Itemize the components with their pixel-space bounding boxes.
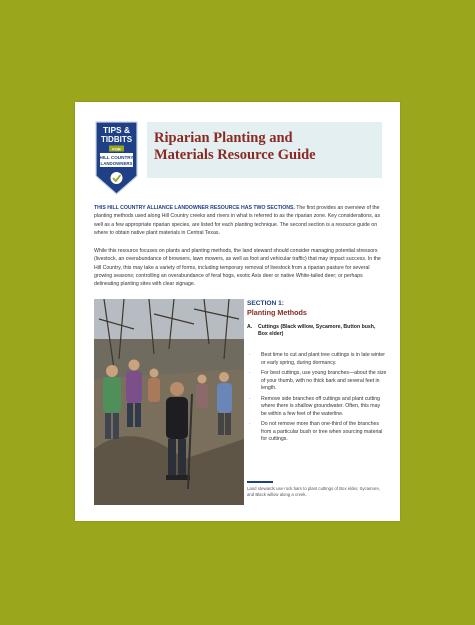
badge-line5: LANDOWNERS: [100, 161, 133, 166]
intro-lead: THIS HILL COUNTRY ALLIANCE LANDOWNER RESOURCE HAS TWO SECTIONS.: [94, 205, 295, 211]
stressors-paragraph: While this resource focuses on plants and planting methods, the land steward should consider managing potential stressors (livestock, an overabundance of browsers, lawn mowers, as well as foot and vehicular traffic) that may impact success. In the Hill Country, this may take a variety of forms, including temporary removal of livestock from a riparian pasture for several growing seasons; controlling an overabundance of feral hogs, exotic Axis deer or native White-tailed deer; or perhaps delineating planting sites with clear signage.: [94, 248, 381, 288]
bullet-item: · For best cuttings, use young branches—about the size of your thumb, with no thick bark and several feet in length.: [247, 370, 387, 393]
intro-paragraph: [94, 204, 386, 237]
item-a-heading: [247, 324, 387, 339]
page-title: [154, 130, 374, 164]
section-heading: [247, 299, 387, 317]
section-title: Planting Methods: [247, 308, 307, 317]
tips-tidbits-badge-logo: [94, 120, 139, 196]
land-stewards-photo: [94, 299, 244, 505]
badge-line3: FOR: [112, 146, 121, 152]
title-line1: Riparian Planting and: [154, 130, 293, 146]
badge-line4: HILL COUNTRY: [99, 155, 134, 160]
document-page: [75, 102, 400, 521]
intro-body: The first provides an overview of the planting methods used along Hill Country creeks and rivers in what is referred to as the riparian zone. Key considerations, as well as a few appropriate riparian species, are listed for each planting technique. The second section is a resource guide on where to obtain native plant materials in Central Texas.: [94, 205, 381, 236]
badge-line1: TIPS &: [103, 125, 130, 135]
item-a-letter: A.: [247, 324, 253, 330]
cuttings-bullet-list: [247, 352, 387, 447]
bullet-item: · Remove side branches off cuttings and plant cutting where there is shallow groundwater. Often, this may be within a few feet of the waterline.: [247, 396, 387, 419]
photo-caption: Land stewards use rock bars to plant cuttings of Box elder, Sycamore, and Black willow along a creek.: [247, 486, 381, 498]
caption-rule: [247, 481, 273, 483]
item-a-text: Cuttings (Black willow, Sycamore, Button bush, Box elder): [258, 324, 376, 338]
bullet-item: · Do not remove more than one-third of the branches from a particular bush or tree when sourcing material for cuttings.: [247, 421, 387, 444]
badge-line2: TIDBITS: [100, 135, 133, 144]
section-label: SECTION 1:: [247, 300, 285, 307]
bullet-item: · Best time to cut and plant tree cuttings is in late winter or early spring, during dormancy.: [247, 352, 387, 367]
title-line2: Materials Resource Guide: [154, 147, 316, 163]
